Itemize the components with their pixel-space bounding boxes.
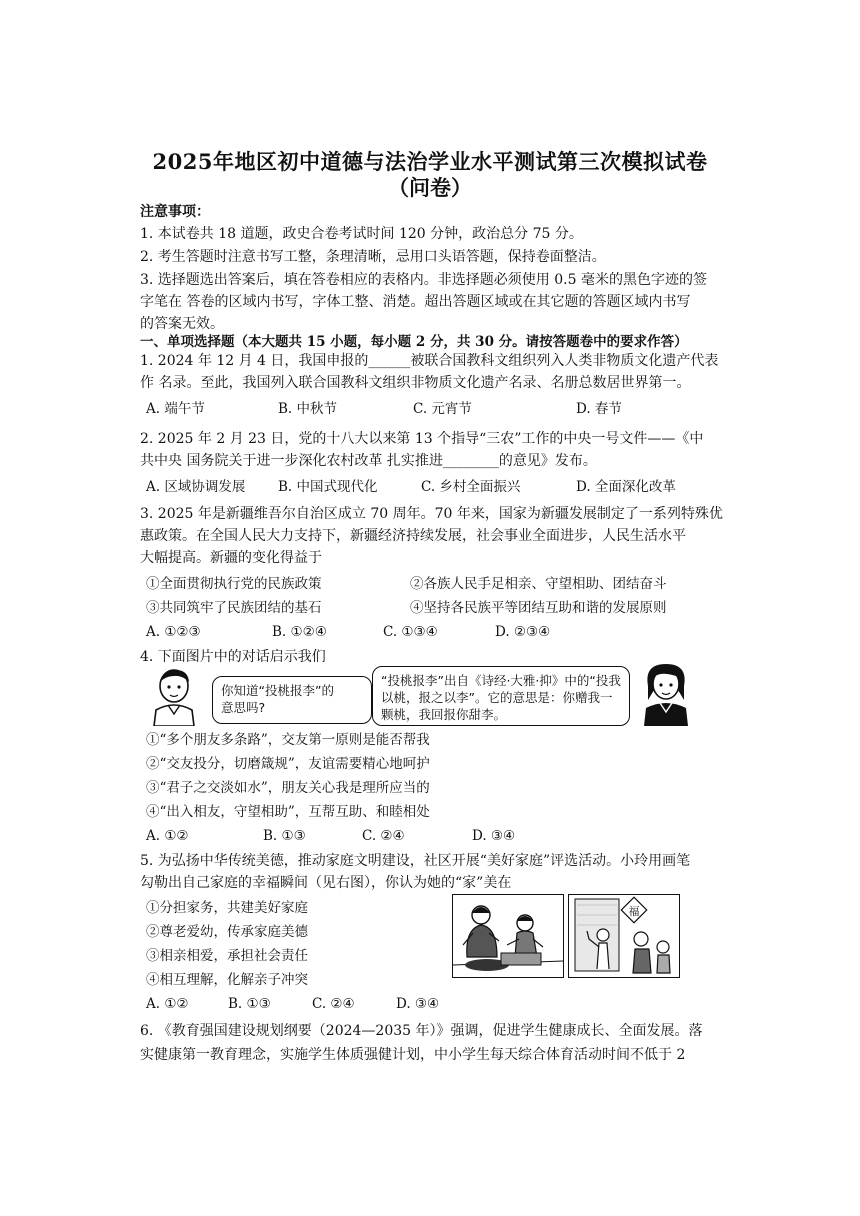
family-picture-2 — [568, 894, 680, 978]
bubble-right-line-2: 以桃，报之以李”。它的意思是：你赠我一 — [381, 690, 613, 705]
q5-statement-2: ②尊老爱幼，传承家庭美德 — [146, 924, 308, 940]
q5-statement-4: ④相互理解，化解亲子冲突 — [146, 972, 308, 988]
q2-option-d: D. 全面深化改革 — [576, 479, 676, 495]
q5-option-b: B. ①③ — [228, 996, 271, 1012]
grandmother-child-illustration — [453, 895, 563, 977]
q4-option-a: A. ①② — [146, 828, 189, 844]
q6-stem-2: 实健康第一教育理念，实施学生体质强健计划，中小学生每天综合体育活动时间不低于 2 — [140, 1047, 686, 1063]
q3-option-c: C. ①③④ — [383, 624, 438, 640]
notice-heading: 注意事项： — [140, 204, 210, 220]
girl-figure — [634, 660, 698, 726]
q3-statement-1: ①全面贯彻执行党的民族政策 — [146, 576, 322, 592]
q4-option-c: C. ②④ — [362, 828, 405, 844]
q3-option-b: B. ①②④ — [272, 624, 327, 640]
q1-option-d: D. 春节 — [576, 401, 622, 417]
q5-option-d: D. ③④ — [396, 996, 440, 1012]
bubble-left-line-1: 你知道“投桃报李”的 — [221, 683, 334, 698]
fu-character: 福 — [628, 905, 640, 918]
q5-option-c: C. ②④ — [312, 996, 355, 1012]
bubble-right-line-1: “投桃报李”出自《诗经·大雅·抑》中的“投我 — [381, 673, 621, 688]
q5-option-a: A. ①② — [146, 996, 189, 1012]
q3-statement-4: ④坚持各民族平等团结互助和谐的发展原则 — [410, 600, 667, 616]
notice-item-3-cont: 字笔在 答卷的区域内书写，字体工整、消楚。超出答题区域或在其它题的答题区域内书写 — [140, 294, 691, 310]
q4-statement-2: ②“交友投分，切磨箴规”，友谊需要精心地呵护 — [146, 756, 430, 772]
q4-option-d: D. ③④ — [472, 828, 516, 844]
q5-statement-1: ①分担家务，共建美好家庭 — [146, 900, 308, 916]
q5-stem-1: 5. 为弘扬中华传统美德，推动家庭文明建设，社区开展“美好家庭”评选活动。小玲用画笔 — [140, 853, 691, 869]
q1-stem-1: 1. 2024 年 12 月 4 日，我国申报的______被联合国教科文组织列入人类非物质文化遗产代表 — [140, 353, 719, 369]
speech-bubble-right — [372, 666, 630, 726]
q4-statement-4: ④“出入相友，守望相助”，互帮互助、和睦相处 — [146, 804, 430, 820]
notice-item-2: 2. 考生答题时注意书写工整，条理清晰，忌用口头语答题，保持卷面整洁。 — [140, 249, 606, 265]
notice-item-1: 1. 本试卷共 18 道题，政史合卷考试时间 120 分钟，政治总分 75 分。 — [140, 226, 583, 242]
q2-option-b: B. 中国式现代化 — [278, 479, 378, 495]
q4-option-b: B. ①③ — [263, 828, 306, 844]
exam-title: 2025年地区初中道德与法治学业水平测试第三次模拟试卷 — [152, 149, 708, 174]
exam-subtitle: （问卷） — [388, 175, 472, 200]
q4-stem: 4. 下面图片中的对话启示我们 — [140, 649, 326, 665]
q3-stem-1: 3. 2025 年是新疆维吾尔自治区成立 70 周年。70 年来，国家为新疆发展制定了一系列特殊优 — [140, 506, 723, 522]
speech-bubble-left — [212, 676, 372, 724]
q3-stem-2: 惠政策。在全国人民大力支持下，新疆经济持续发展，社会事业全面进步，人民生活水平 — [140, 528, 686, 544]
q3-stem-3: 大幅提高。新疆的变化得益于 — [140, 550, 322, 566]
family-picture-1 — [452, 894, 564, 978]
q4-statement-1: ①“多个朋友多条路”，交友第一原则是能否帮我 — [146, 732, 430, 748]
q2-option-c: C. 乡村全面振兴 — [421, 479, 521, 495]
q3-statement-2: ②各族人民手足相亲、守望相助、团结奋斗 — [410, 576, 667, 592]
q2-option-a: A. 区域协调发展 — [146, 479, 246, 495]
children-door-illustration — [569, 895, 679, 977]
q5-stem-2: 勾勒出自己家庭的幸福瞬间（见右图），你认为她的“家”美在 — [140, 875, 512, 891]
boy-figure — [146, 666, 206, 726]
q3-statement-3: ③共同筑牢了民族团结的基石 — [146, 600, 322, 616]
q5-statement-3: ③相亲相爱，承担社会责任 — [146, 948, 308, 964]
q1-stem-2: 作 名录。至此，我国列入联合国教科文组织非物质文化遗产名录、名册总数居世界第一。 — [140, 375, 691, 391]
notice-item-3-end: 的答案无效。 — [140, 316, 224, 332]
q4-statement-3: ③“君子之交淡如水”，朋友关心我是理所应当的 — [146, 780, 430, 796]
q1-option-c: C. 元宵节 — [413, 401, 472, 417]
q2-stem-2: 共中央 国务院关于进一步深化农村改革 扎实推进________的意见》发布。 — [140, 453, 597, 469]
q3-option-d: D. ②③④ — [495, 624, 551, 640]
q6-stem-1: 6. 《教育强国建设规划纲要（2024—2035 年）》强调，促进学生健康成长、全面发展。落 — [140, 1023, 703, 1039]
bubble-right-line-3: 颗桃，我回报你甜李。 — [381, 707, 507, 722]
bubble-left-line-2: 意思吗? — [221, 700, 266, 715]
q1-option-a: A. 端午节 — [146, 401, 205, 417]
notice-item-3: 3. 选择题选出答案后，填在答卷相应的表格内。非选择题必须使用 0.5 毫米的黑色字迹的签 — [140, 272, 707, 288]
section-heading: 一、单项选择题（本大题共 15 小题，每小题 2 分，共 30 分。请按答题卷中的要求作答） — [140, 334, 688, 350]
q2-stem-1: 2. 2025 年 2 月 23 日，党的十八大以来第 13 个指导“三农”工作的中央一号文件——《中 — [140, 431, 704, 447]
q3-option-a: A. ①②③ — [146, 624, 201, 640]
q1-option-b: B. 中秋节 — [278, 401, 338, 417]
